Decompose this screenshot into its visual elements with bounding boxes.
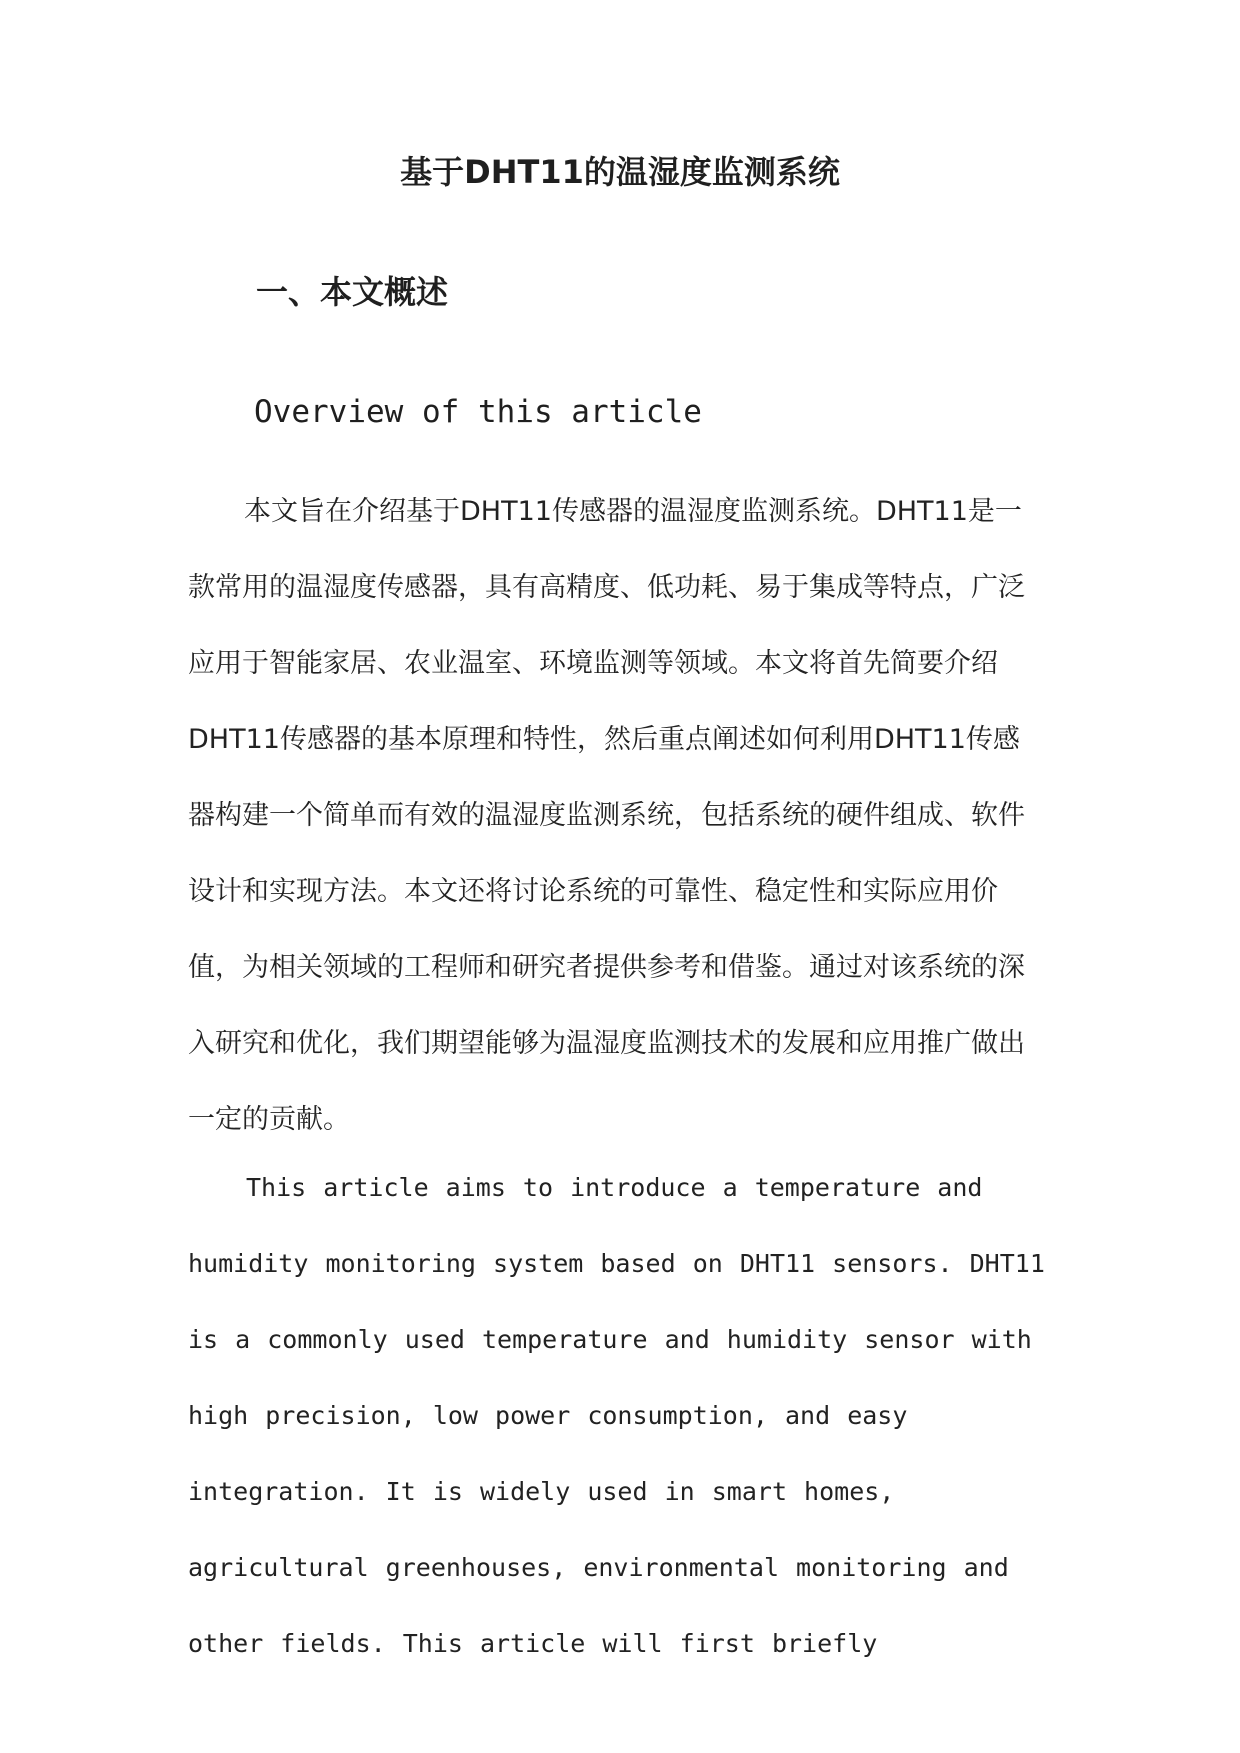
paragraph-chinese: 本文旨在介绍基于DHT11传感器的温湿度监测系统。DHT11是一款常用的温湿度传感器，具有高精度、低功耗、易于集成等特点，广泛应用于智能家居、农业温室、环境监测等领域。本文将首先简要介绍DHT11传感器的基本原理和特性，然后重点阐述如何利用DHT11传感器构建一个简单而有效的温湿度监测系统，包括系统的硬件组成、软件设计和实现方法。本文还将讨论系统的可靠性、稳定性和实际应用价值，为相关领域的工程师和研究者提供参考和借鉴。通过对该系统的深入研究和优化，我们期望能够为温湿度监测技术的发展和应用推广做出一定的贡献。 — [188, 496, 1025, 1135]
section-heading-en: Overview of this article — [254, 394, 702, 430]
document-title: 基于DHT11的温湿度监测系统 — [400, 153, 840, 191]
section-heading-zh: 一、本文概述 — [256, 273, 449, 311]
paragraph-english: This article aims to introduce a temperature and humidity monitoring system based on DHT11 sensors. DHT11 is a commonly used temperature and humidity sensor with high precision, low power consumption, and easy integration. It is widely used in smart homes, agricultural greenhouses, environmental monitoring and other fields. This article will first briefly — [188, 1173, 1045, 1658]
